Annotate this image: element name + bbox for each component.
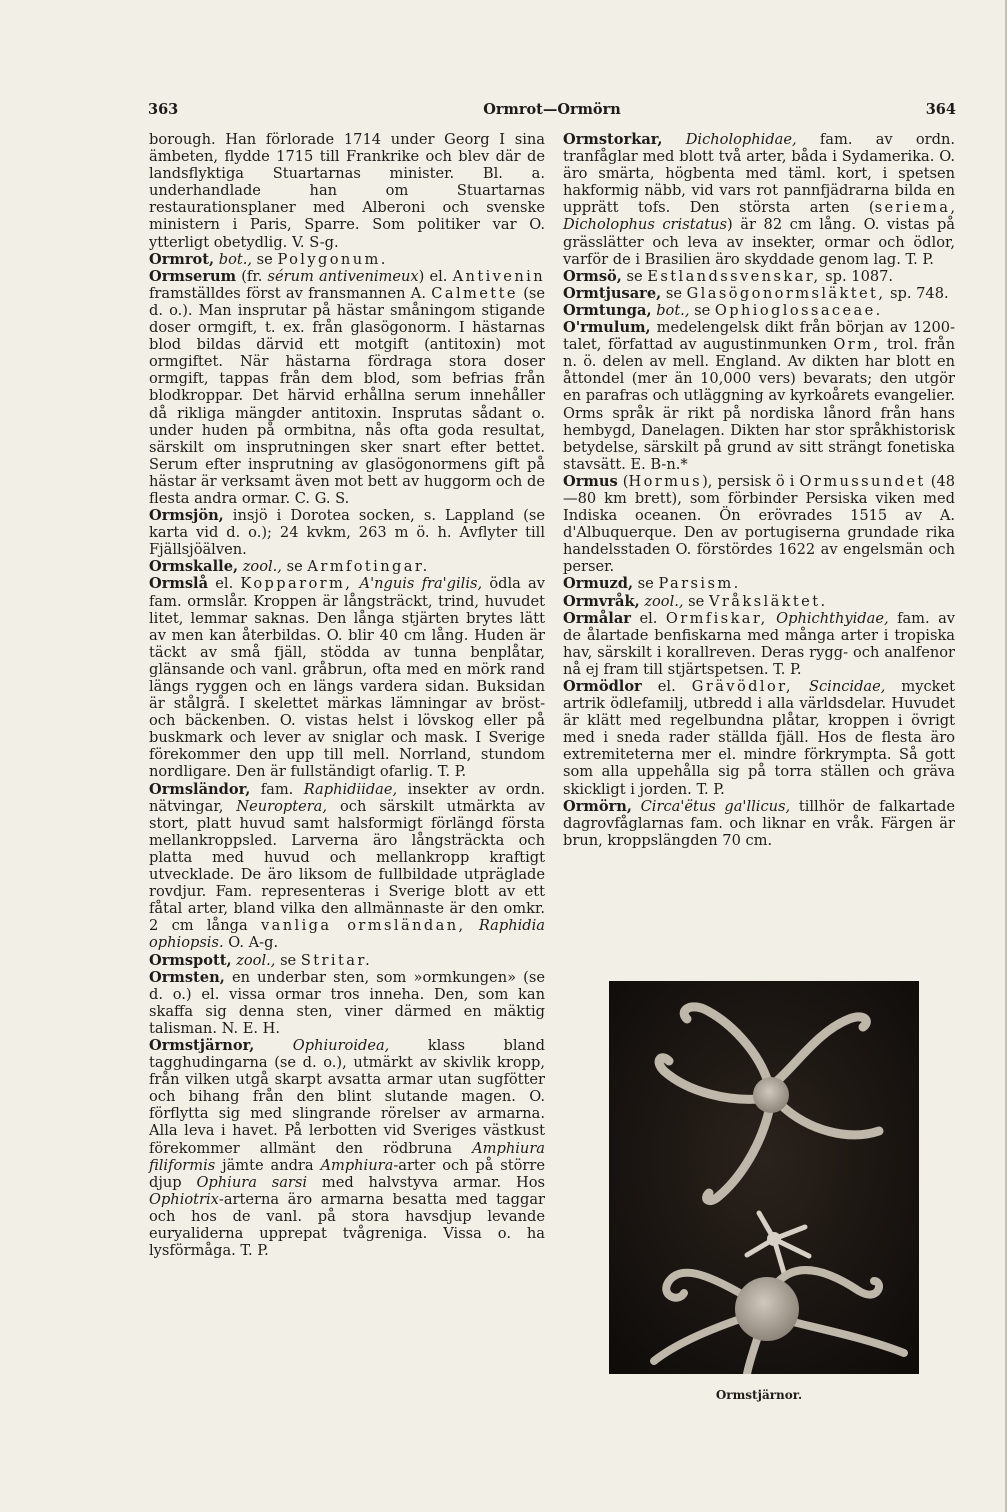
entry-ormspott: Ormspott, zool., se Stritar. [149, 951, 373, 969]
headword: Ormrot, [149, 250, 215, 268]
figure-caption: Ormstjärnor. [715, 1388, 803, 1402]
entry-ormserum: Ormserum (fr. sérum antivenimeux) el. Antivenin framställdes först av fransmannen A. Calmette (se d. o.). Man insprutar på hästar småningom stigande doser ormgift, t. ex. från glasögonorm. I hästarnas blod bildas därvid ett motgift (antitoxin) mot ormgiftet. När hästarna fördraga stora doser ormgift, tappas från dem blod, som befrias från blodkroppar. Det härvid erhållna serum innehåller då rikliga mängder antitoxin. Insprutas sådant o. under huden på ormbitna, nås ofta goda resultat, särskilt om insprutningen sker snart efter bettet. Serum efter insprutning av glasögonormens gift på hästar är verksamt även mot bett av huggorm och de flesta andra ormar. C. G. S. [149, 267, 546, 507]
cross-reference: Estlandssvenskar, [647, 267, 821, 285]
headword: Ormserum [149, 267, 237, 285]
cross-reference: Ophioglossaceae. [714, 301, 883, 319]
entry-ormskalle: Ormskalle, zool., se Armfotingar. [149, 558, 430, 576]
headword: Ormörn, [563, 797, 632, 815]
entry-ormodlor: Ormödlor el. Grävödlor, Scincidae, mycket artrik ödlefamilj, utbredd i alla världsdelar. Huvudet är klätt med regelbundna plåtar, kroppen i övrigt med i sneda rader ställda fjäll. Hos de flesta äro extremiteterna mer el. mindre förkrympta. Så gott som alla uppehålla sig på torra ställen och gräva skickligt i jorden. T. P. [563, 678, 956, 798]
entry-ormslandor: Ormsländor, fam. Raphidiidae, insekter av ordn. nätvingar, Neuroptera, och särskilt utmärkta av stort, platt huvud samt halsformigt förlängd första mellankroppsled. Larverna äro långsträckta och platta med huvud och mellankropp kraftigt utvecklade. De äro liksom de fullbildade utpräglade rovdjur. Fam. representeras i Sverige blott av ett fåtal arter, bland vilka den allmännaste är den omkr. 2 cm långa vanliga ormsländan, Raphidia ophiopsis. O. A-g. [149, 780, 546, 952]
entry-ormsjon: Ormsjön, insjö i Dorotea socken, s. Lappland (se karta vid d. o.); 24 kvkm, 263 m ö. h. Avflyter till Fjällsjöälven. [149, 507, 546, 559]
headword: Ormsö, [563, 267, 622, 285]
headword: Ormuzd, [563, 575, 634, 593]
entry-ormtunga: Ormtunga, bot., se Ophioglossaceae. [563, 301, 883, 319]
entry-ormstjarnor: Ormstjärnor, Ophiuroidea, klass bland tagghudingarna (se d. o.), utmärkt av skivlik kropp, från vilken utgå skarpt avsatta armar utan sugfötter och bihang från den blint slutande magen. O. förflytta sig med slingrande rörelser av armarna. Alla leva i havet. På lerbotten vid Sveriges västkust förekommer allmänt den rödbruna Amphiura filiformis jämte andra Amphiura-arter och på större djup Ophiura sarsi med halvstyva armar. Hos Ophiotrix-arterna äro armarna besatta med taggar och hos de vanl. på stora havsdjup levande euryaliderna upprepat tvågreniga. Vissa o. ha lysförmåga. T. P. [149, 1036, 546, 1260]
entry-ormrot: Ormrot, bot., se Polygonum. [149, 250, 388, 268]
headword: Ormspott, [149, 951, 232, 969]
headword: Ormus [563, 472, 618, 490]
headword: Ormsländor, [149, 780, 251, 798]
page-number-right: 364 [925, 101, 956, 118]
entry-ormsten: Ormsten, en underbar sten, som »ormkungen» (se d. o.) el. vissa ormar tros inneha. Den, som kan skaffa sig denna sten, viner därmed en mäktig talisman. N. E. H. [149, 968, 545, 1037]
entry-ormuzd: Ormuzd, se Parsism. [563, 575, 741, 593]
entry-ormtjusare: Ormtjusare, se Glasögonormsläktet, sp. 748. [563, 284, 949, 302]
cross-reference: Glasögonormsläktet, [686, 284, 886, 302]
right-column [563, 131, 955, 849]
entry-ormalar: Ormålar el. Ormfiskar, Ophichthyidae, fam. av de ålartade benfiskarna med många arter i tropiska hav, särskilt i korallreven. Deras rygg- och analfenor nå ej fram till stjärtspetsen. T. P. [563, 609, 956, 678]
headword: Ormsten, [149, 968, 225, 986]
cross-reference: Armfotingar. [307, 558, 430, 576]
entry-ormso: Ormsö, se Estlandssvenskar, sp. 1087. [563, 267, 894, 285]
headword: Ormtjusare, [563, 284, 662, 302]
page-number-left: 363 [148, 101, 179, 118]
cross-reference: Polygonum. [277, 250, 388, 268]
entry-ormus: Ormus (Hormus), persisk ö i Ormussundet (48—80 km brett), som förbinder Persiska viken med Indiska oceanen. Ön erövrades 1515 av A. d'Albuquerque. Den av portugiserna grundade rika handelsstaden O. förstördes 1622 av engelsmän och perser. [563, 472, 956, 576]
headword: Ormstorkar, [563, 131, 663, 148]
left-column [149, 131, 545, 1259]
headword: Ormslå [149, 575, 209, 593]
cross-reference: Vråksläktet. [708, 592, 828, 610]
entry-ormulum: O'rmulum, medelengelsk dikt från början av 1200-talet, författad av augustinmunken Orm, trol. från n. ö. delen av mell. England. Av dikten har blott en åttondel (mer än 10,000 vers) bevarats; den utgör en parafras och utläggning av kyrkoårets evangelier. Orms språk är rikt på nordiska lånord från hans hembygd, Danelagen. Dikten har stor språkhistorisk betydelse, särskilt på grund av sitt strängt fonetiska stavsätt. E. B-n.* [563, 319, 956, 473]
page-header [148, 101, 956, 123]
cross-reference: Parsism. [658, 575, 741, 593]
headword: Ormtunga, [563, 301, 652, 319]
headword: Ormstjärnor, [149, 1036, 255, 1054]
brittle-stars-illustration [609, 981, 919, 1374]
headword: O'rmulum, [563, 319, 651, 337]
entry-ormsla: Ormslå el. Kopparorm, A'nguis fra'gilis, ödla av fam. ormslår. Kroppen är långsträckt, trind, huvudet litet, lemmar saknas. Den långa stjärten brytes lätt av men kan återbildas. O. blir 40 cm lång. Huden är täckt av små fjäll, stödda av tunna benplåtar, glänsande och vanl. gråbrun, ofta med en mörk rand längs ryggen och en längs vardera sidan. Buksidan är stålgrå. I skelettet märkas lämningar av bröst- och bäckenben. O. vistas helst i lövskog eller på buskmark och lever av sniglar och mask. I Sverige förekommer den upp till mell. Norrland, stundom nordligare. Den är fullständigt ofarlig. T. P. [149, 575, 545, 781]
headword: Ormålar [563, 609, 631, 627]
entry-ormvrak: Ormvråk, zool., se Vråksläktet. [563, 592, 828, 610]
entry-ormorn: Ormörn, Circa'ëtus ga'llicus, tillhör de falkartade dagrovfåglarnas fam. och liknar en vråk. Färgen är brun, kroppslängden 70 cm. [563, 797, 956, 849]
cross-reference: Stritar. [300, 951, 373, 969]
headword: Ormskalle, [149, 558, 239, 576]
entry-continuation: borough. Han förlorade 1714 under Georg I sina ämbeten, flydde 1715 till Frankrike och blev där de landsflyktiga Stuartarnas minister. Bl. a. underhandlade han om Stuartarnas restaurationsplaner med Alberoni och svenske ministern i Paris, Sparre. Som politiker var O. ytterligt obetydlig. V. S-g. [149, 131, 545, 251]
headword: Ormsjön, [149, 507, 224, 525]
headword: Ormödlor [563, 678, 642, 695]
brittle-stars-photograph [609, 981, 919, 1374]
headword: Ormvråk, [563, 592, 640, 610]
entry-ormstorkar: Ormstorkar, Dicholophidae, fam. av ordn. tranfåglar med blott två arter, båda i Sydamerika. O. äro smärta, högbenta med täml. kort, i spetsen hakformig näbb, vid vars rot pannfjädrarna bilda en upprätt tofs. Den största arten (seriema, Dicholophus cristatus) är 82 cm lång. O. vistas på grässlätter och leva av insekter, ormar och ödlor, varför de i Brasilien äro skyddade genom lag. T. P. [563, 131, 956, 268]
running-title: Ormrot—Ormörn [483, 101, 621, 118]
